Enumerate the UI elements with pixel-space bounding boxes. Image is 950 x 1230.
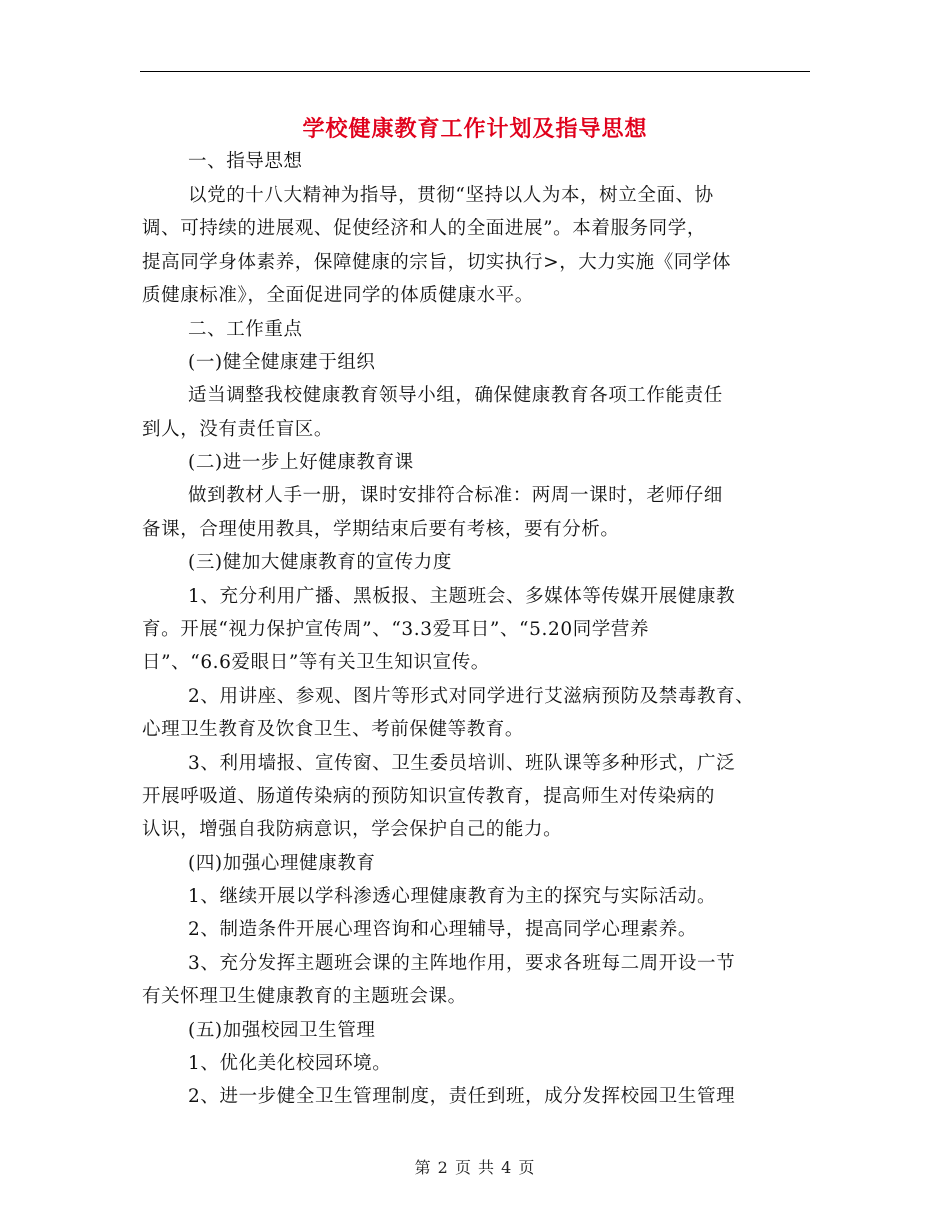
subsection-heading: (二)进一步上好健康教育课 bbox=[188, 452, 414, 473]
paragraph-line: 适当调整我校健康教育领导小组，确保健康教育各项工作能责任 bbox=[188, 385, 723, 406]
paragraph-line: 1、继续开展以学科渗透心理健康教育为主的探究与实际活动。 bbox=[188, 886, 717, 907]
paragraph-line: 调、可持续的进展观、促使经济和人的全面进展”。本着服务同学， bbox=[142, 218, 706, 239]
paragraph-line: 3、利用墙报、宣传窗、卫生委员培训、班队课等多种形式，广泛 bbox=[188, 753, 736, 774]
paragraph-line: 1、充分利用广播、黑板报、主题班会、多媒体等传媒开展健康教 bbox=[188, 586, 736, 607]
section-heading: 二、工作重点 bbox=[188, 319, 303, 340]
subsection-heading: (三)健加大健康教育的宣传力度 bbox=[188, 552, 452, 573]
paragraph-line: 日”、“6.6爱眼日”等有关卫生知识宣传。 bbox=[142, 652, 490, 673]
paragraph-line: 以党的十八大精神为指导，贯彻“坚持以人为本，树立全面、协 bbox=[188, 185, 714, 206]
paragraph-line: 开展呼吸道、肠道传染病的预防知识宣传教育，提高师生对传染病的 bbox=[142, 786, 716, 807]
paragraph-line: 心理卫生教育及饮食卫生、考前保健等教育。 bbox=[142, 719, 525, 740]
paragraph-line: 2、用讲座、参观、图片等形式对同学进行艾滋病预防及禁毒教育、 bbox=[188, 686, 755, 707]
paragraph-line: 质健康标准》，全面促进同学的体质健康水平。 bbox=[142, 285, 534, 306]
page-number-footer: 第 2 页 共 4 页 bbox=[414, 1158, 536, 1177]
section-heading: 一、指导思想 bbox=[188, 151, 303, 172]
subsection-heading: (一)健全健康建于组织 bbox=[188, 352, 376, 373]
paragraph-line: 认识，增强自我防病意识，学会保护自己的能力。 bbox=[142, 819, 563, 840]
paragraph-line: 提高同学身体素养，保障健康的宗旨，切实执行>，大力实施《同学体 bbox=[142, 252, 732, 273]
paragraph-line: 有关怀理卫生健康教育的主题班会课。 bbox=[142, 986, 467, 1007]
document-title: 学校健康教育工作计划及指导思想 bbox=[302, 116, 648, 142]
paragraph-line: 备课，合理使用教具，学期结束后要有考核，要有分析。 bbox=[142, 519, 620, 540]
subsection-heading: (四)加强心理健康教育 bbox=[188, 853, 376, 874]
paragraph-line: 2、进一步健全卫生管理制度，责任到班，成分发挥校园卫生管理 bbox=[188, 1086, 736, 1107]
paragraph-line: 做到教材人手一册，课时安排符合标准：两周一课时，老师仔细 bbox=[188, 485, 723, 506]
paragraph-line: 到人，没有责任盲区。 bbox=[142, 419, 334, 440]
paragraph-line: 3、充分发挥主题班会课的主阵地作用，要求各班每二周开设一节 bbox=[188, 953, 736, 974]
header-rule bbox=[140, 71, 810, 72]
subsection-heading: (五)加强校园卫生管理 bbox=[188, 1020, 376, 1041]
paragraph-line: 2、制造条件开展心理咨询和心理辅导，提高同学心理素养。 bbox=[188, 919, 697, 940]
paragraph-line: 育。开展“视力保护宣传周”、“3.3爱耳日”、“5.20同学营养 bbox=[142, 619, 650, 640]
paragraph-line: 1、优化美化校园环境。 bbox=[188, 1053, 392, 1074]
